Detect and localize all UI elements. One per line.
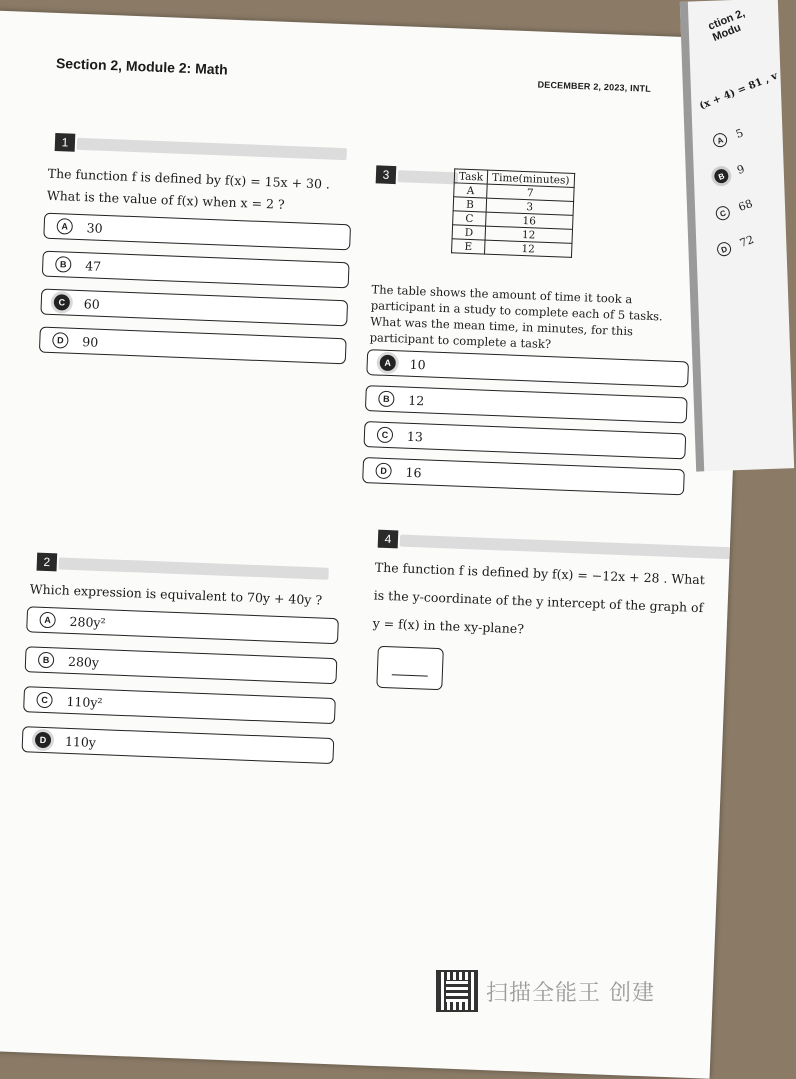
adjacent-equation: (x + 4) = 81 , v — [697, 70, 780, 113]
section-title: Section 2, Module 2: Math — [55, 54, 229, 78]
q2-choice-c[interactable] — [23, 686, 336, 724]
question-2-text: Which expression is equivalent to 70y + 40y ? — [29, 581, 323, 608]
choice-text: 280y² — [69, 613, 106, 630]
question-bar — [59, 557, 329, 579]
scanner-watermark — [436, 970, 655, 1012]
choice-text: 47 — [84, 257, 102, 274]
question-number: 2 — [37, 553, 58, 572]
choice-text: 60 — [83, 295, 101, 312]
answer-line — [392, 674, 428, 676]
side-choice-b[interactable] — [712, 161, 746, 185]
test-page — [0, 10, 749, 1079]
question-bar — [398, 170, 458, 184]
side-choice-d[interactable] — [715, 232, 755, 258]
choice-letter: D — [715, 240, 733, 258]
question-number: 4 — [378, 530, 399, 549]
table-cell: 7 — [487, 184, 574, 201]
choice-text: 9 — [735, 161, 747, 177]
choice-text: 110y — [64, 733, 97, 750]
choice-letter: B — [38, 652, 55, 669]
choice-letter: C — [36, 692, 53, 709]
q1-choice-c[interactable] — [40, 289, 348, 327]
table-cell: 16 — [486, 212, 573, 229]
table-cell: E — [452, 239, 486, 254]
q3-choice-b[interactable] — [365, 385, 688, 423]
choice-letter: C — [714, 204, 732, 222]
question-1-text: The function f is defined by f(x) = 15x + 30 . What is the value of f(x) when x = 2 ? — [46, 165, 331, 212]
question-number: 3 — [376, 165, 397, 184]
table-header: Task — [454, 169, 488, 184]
choice-letter: B — [712, 167, 730, 185]
choice-text: 12 — [408, 392, 425, 408]
question-3-text: The table shows the amount of time it took a participant in a study to complete each of 5 tasks. What was the mean time, in minutes, for this participant to complete a task? — [369, 282, 664, 352]
table-header: Time(minutes) — [487, 170, 574, 187]
table-cell: B — [453, 197, 487, 212]
choice-text: 110y² — [66, 693, 103, 710]
choice-text: 68 — [736, 196, 755, 214]
choice-letter: B — [55, 256, 72, 273]
table-cell: 12 — [485, 240, 572, 257]
q3-choice-c[interactable] — [364, 421, 687, 459]
table-cell: D — [452, 225, 486, 240]
task-time-table — [451, 168, 575, 258]
choice-letter: D — [375, 463, 392, 480]
question-number: 1 — [55, 133, 76, 152]
side-choice-a[interactable] — [711, 125, 745, 149]
choice-text: 13 — [406, 428, 424, 444]
choice-letter: D — [35, 732, 52, 749]
question-bar — [77, 138, 347, 160]
choice-text: 5 — [733, 125, 745, 141]
choice-letter: B — [378, 391, 395, 408]
choice-letter: C — [377, 427, 394, 444]
choice-text: 10 — [409, 356, 426, 372]
answer-entry-box[interactable] — [376, 646, 444, 691]
adjacent-section-title: ction 2, Modu — [706, 7, 747, 44]
adjacent-page — [680, 0, 794, 472]
q2-choice-a[interactable] — [26, 606, 339, 644]
question-4-text: The function f is defined by f(x) = −12x + 28 . What is the y-coordinate of the y intercept of the graph of y = f(x) in the xy-plane? — [372, 559, 706, 637]
test-date: DECEMBER 2, 2023, INTL — [537, 79, 652, 94]
choice-letter: A — [56, 218, 73, 235]
choice-letter: A — [379, 355, 396, 372]
q2-choice-b[interactable] — [25, 646, 338, 684]
q3-choice-d[interactable] — [362, 457, 685, 495]
side-choice-c[interactable] — [714, 196, 754, 222]
choice-text: 30 — [86, 219, 103, 236]
table-cell: A — [454, 183, 488, 198]
q1-choice-b[interactable] — [42, 251, 350, 289]
table-cell: 12 — [485, 226, 572, 243]
q1-choice-a[interactable] — [43, 213, 351, 251]
choice-text: 280y — [67, 653, 100, 670]
choice-text: 90 — [82, 333, 99, 350]
choice-text: 72 — [737, 232, 756, 250]
table-cell: 3 — [486, 198, 573, 215]
qr-code-icon — [436, 970, 478, 1012]
q1-choice-d[interactable] — [39, 327, 347, 365]
choice-letter: D — [52, 332, 69, 349]
choice-letter: A — [711, 131, 729, 149]
choice-letter: A — [39, 612, 56, 629]
q2-choice-d[interactable] — [22, 726, 335, 764]
table-cell: C — [453, 211, 487, 226]
choice-text: 16 — [405, 464, 422, 480]
watermark-text: 扫描全能王 创建 — [486, 980, 655, 1006]
choice-letter: C — [54, 294, 71, 311]
